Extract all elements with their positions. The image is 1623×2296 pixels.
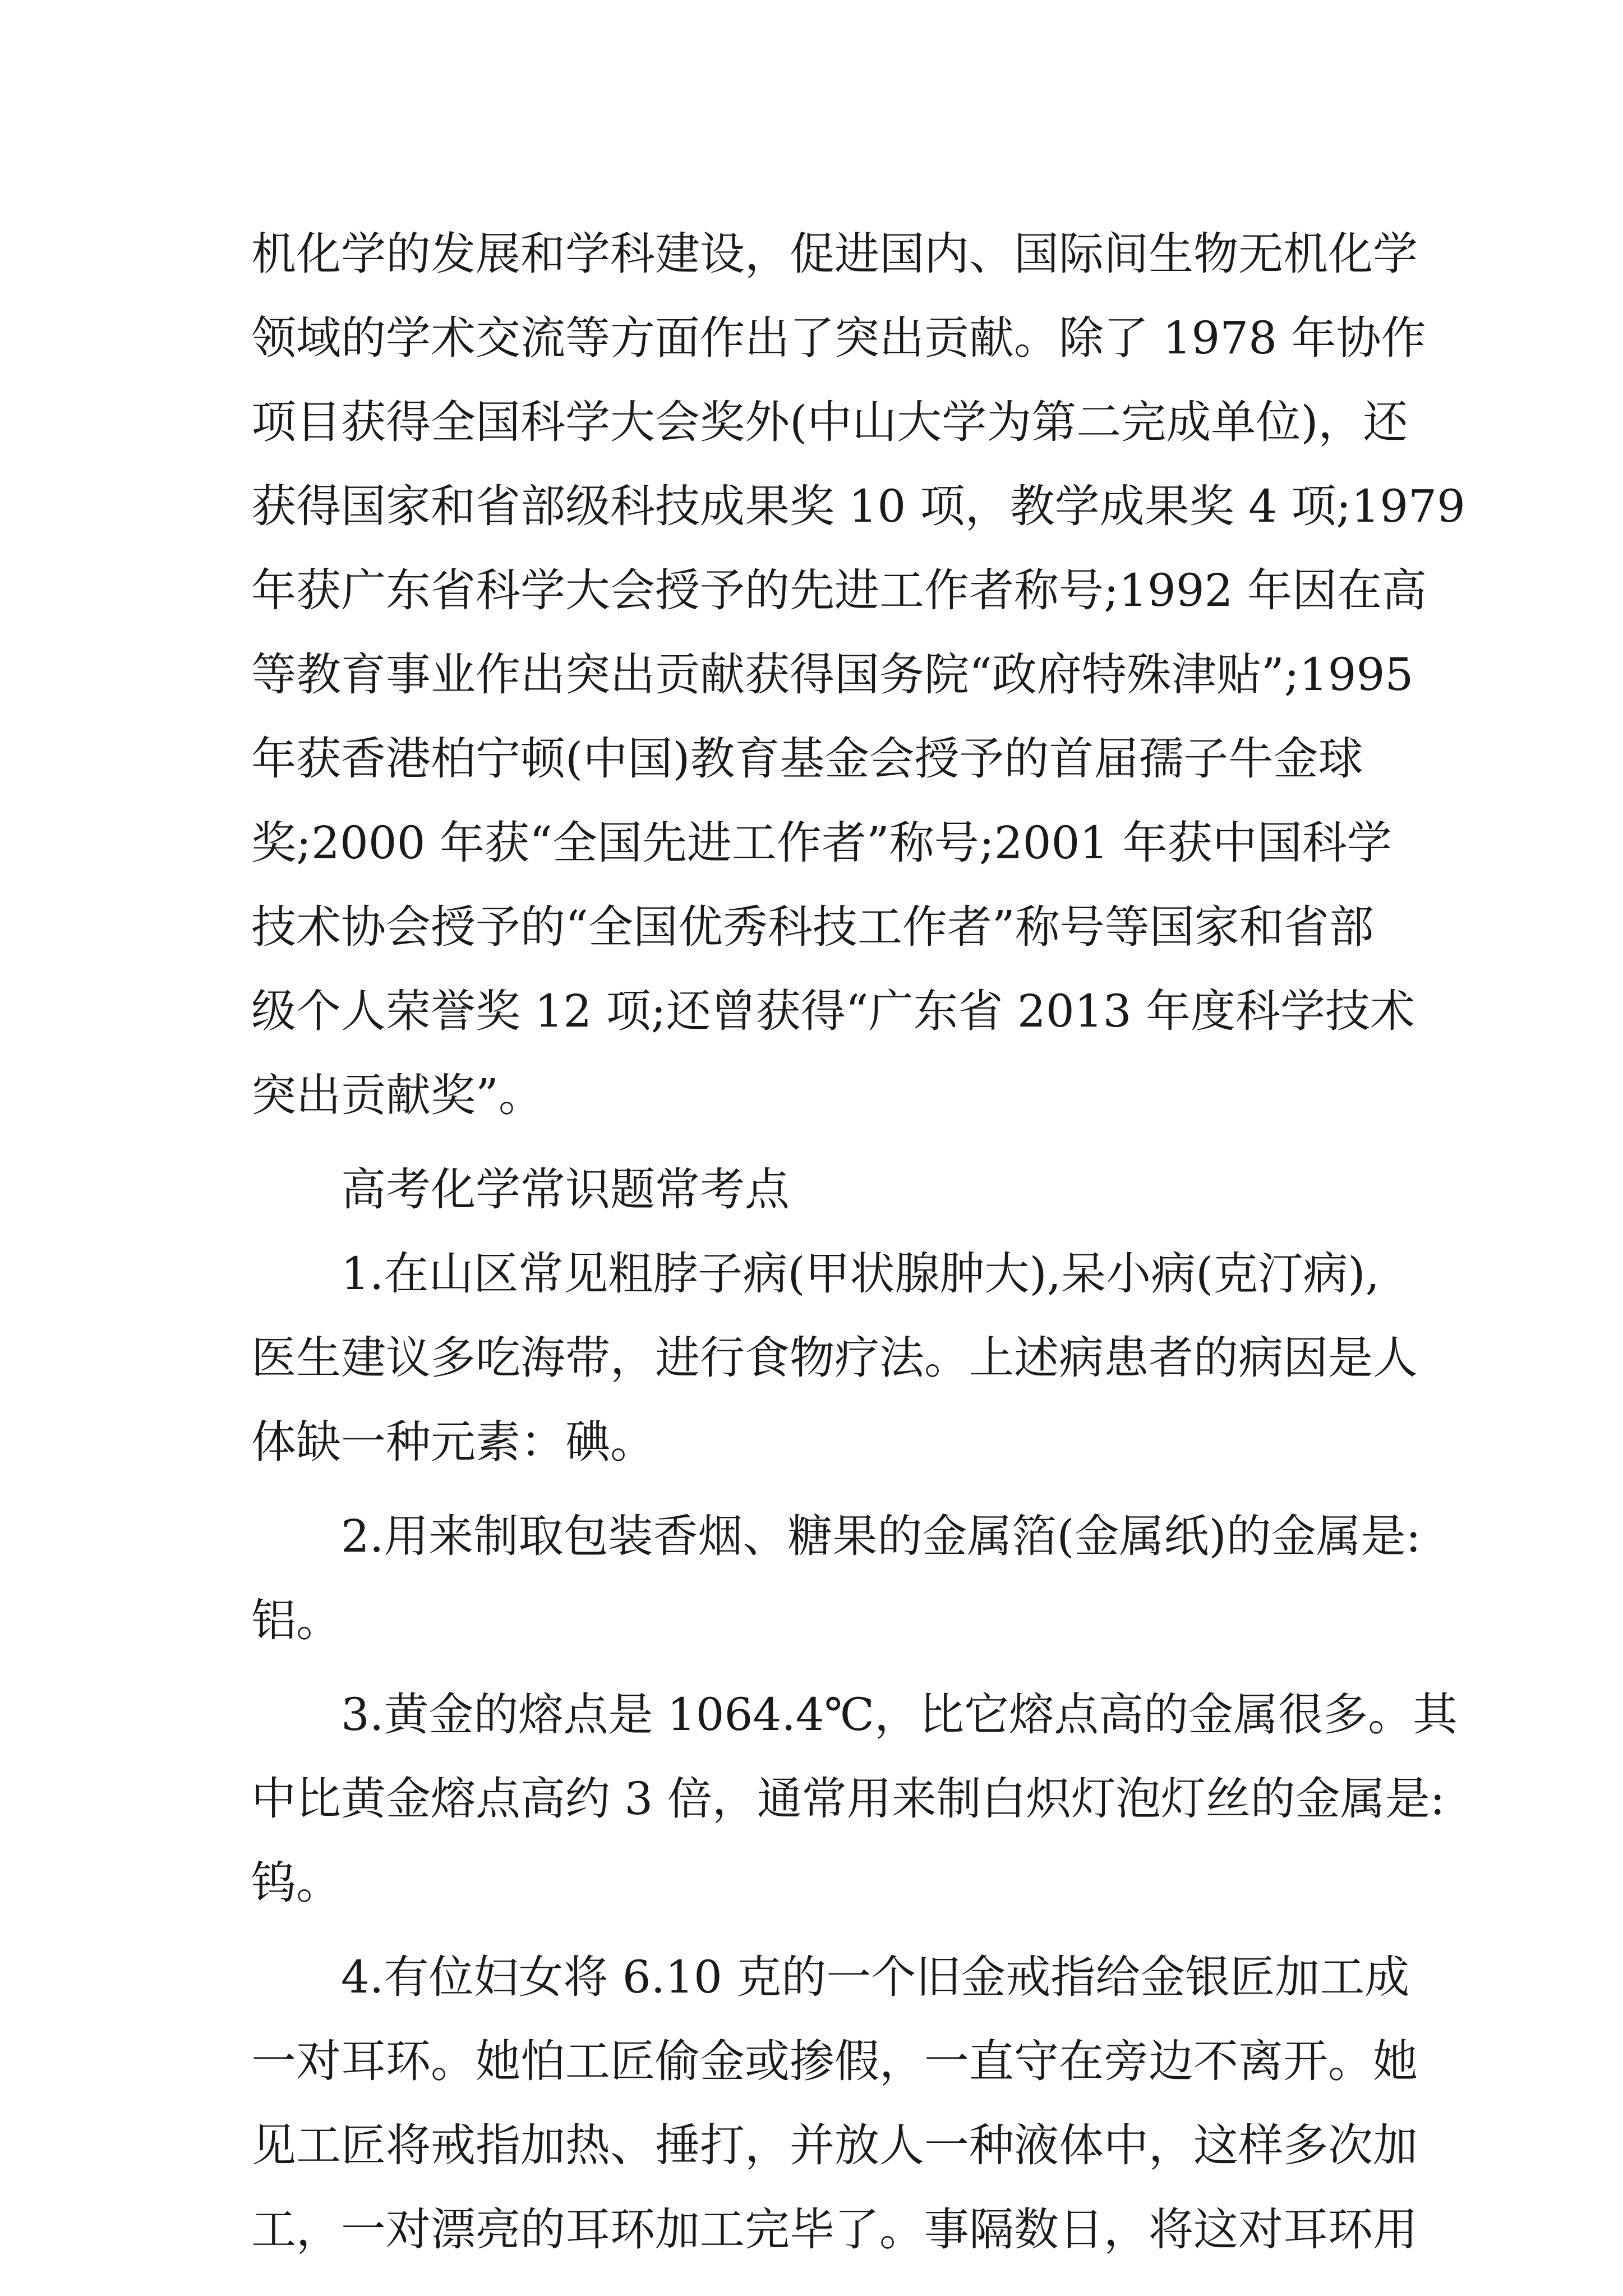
text-line: 项目获得全国科学大会奖外(中山大学为第二完成单位)，还 bbox=[251, 396, 1408, 448]
item-iodine bbox=[251, 1232, 1451, 1484]
text-line: 钨。 bbox=[251, 1857, 341, 1909]
text-line: 工，一对漂亮的耳环加工完毕了。事隔数日，将这对耳环用 bbox=[251, 2203, 1418, 2256]
document-body bbox=[251, 212, 1465, 2272]
section-heading: 高考化学常识题常考点 bbox=[341, 1163, 790, 1216]
item-gold-ring bbox=[251, 1935, 1451, 2272]
text-line: 级个人荣誉奖 12 项;还曾获得“广东省 2013 年度科学技术 bbox=[251, 985, 1415, 1037]
text-line: 年获香港柏宁顿(中国)教育基金会授予的首届孺子牛金球 bbox=[251, 733, 1363, 785]
spacer bbox=[251, 1663, 1451, 1673]
text-line: 获得国家和省部级科技成果奖 10 项，教学成果奖 4 项;1979 bbox=[251, 480, 1465, 532]
item-tungsten bbox=[251, 1673, 1458, 1925]
text-line: 4.有位妇女将 6.10 克的一个旧金戒指给金银匠加工成 bbox=[341, 1951, 1410, 2003]
text-line: 技术协会授予的“全国优秀科技工作者”称号等国家和省部 bbox=[251, 901, 1374, 953]
text-line: 年获广东省科学大会授予的先进工作者称号;1992 年因在高 bbox=[251, 564, 1427, 616]
text-line: 2.用来制取包装香烟、糖果的金属箔(金属纸)的金属是: bbox=[341, 1510, 1421, 1562]
spacer bbox=[251, 1925, 1451, 1935]
text-line: 等教育事业作出突出贡献获得国务院“政府特殊津贴”;1995 bbox=[251, 648, 1414, 701]
text-line: 机化学的发展和学科建设，促进国内、国际间生物无机化学 bbox=[251, 228, 1418, 280]
text-line: 体缺一种元素：碘。 bbox=[251, 1416, 655, 1468]
text-line: 突出贡献奖”。 bbox=[251, 1069, 543, 1121]
paragraph-awards bbox=[251, 212, 1465, 1138]
item-aluminum bbox=[251, 1494, 1451, 1663]
spacer bbox=[251, 1484, 1451, 1494]
text-line: 1.在山区常见粗脖子病(甲状腺肿大),呆小病(克汀病), bbox=[341, 1248, 1380, 1300]
text-line: 一对耳环。她怕工匠偷金或掺假，一直守在旁边不离开。她 bbox=[251, 2035, 1418, 2087]
text-line: 中比黄金熔点高约 3 倍，通常用来制白炽灯泡灯丝的金属是: bbox=[251, 1773, 1445, 1825]
text-line: 领域的学术交流等方面作出了突出贡献。除了 1978 年协作 bbox=[251, 312, 1426, 364]
text-line: 见工匠将戒指加热、捶打，并放人一种液体中，这样多次加 bbox=[251, 2119, 1418, 2171]
spacer bbox=[251, 1138, 1451, 1148]
text-line: 医生建议多吃海带，进行食物疗法。上述病患者的病因是人 bbox=[251, 1332, 1418, 1384]
text-line: 奖;2000 年获“全国先进工作者”称号;2001 年获中国科学 bbox=[251, 817, 1392, 869]
text-line: 3.黄金的熔点是 1064.4℃，比它熔点高的金属很多。其 bbox=[341, 1688, 1458, 1741]
text-line: 铝。 bbox=[251, 1594, 341, 1646]
